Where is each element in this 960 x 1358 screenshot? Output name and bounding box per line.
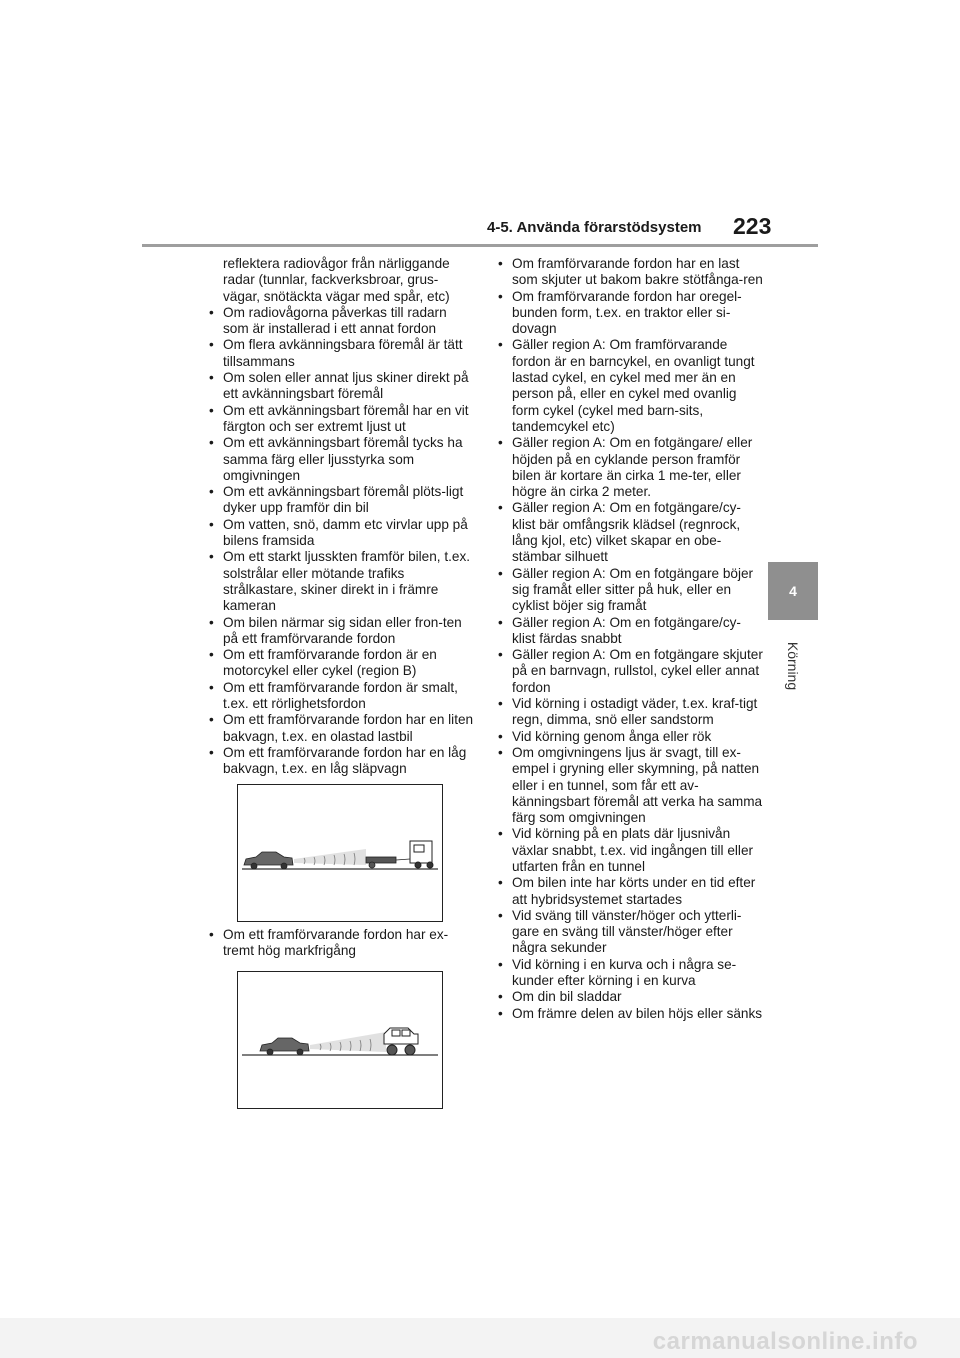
list-item: • Om framförvarande fordon har oregel-bunden form, t.ex. en traktor eller si-dovagn	[493, 289, 763, 338]
list-item: • Om ett framförvarande fordon är smalt, t.ex. ett rörlighetsfordon	[204, 680, 474, 713]
left-column	[204, 256, 474, 778]
car-icon	[244, 852, 293, 869]
list-item: • Gäller region A: Om en fotgängare/ eller höjden på en cyklande person framför bilen är kortare än cirka 1 me-ter, eller högre än cirka 2 meter.	[493, 435, 763, 500]
list-item: • Vid körning i en kurva och i några se-kunder efter körning i en kurva	[493, 957, 763, 990]
illustration-high-clearance	[238, 972, 442, 1108]
figure-high-clearance	[237, 971, 443, 1109]
list-item: • Gäller region A: Om en fotgängare/cy-klist färdas snabbt	[493, 615, 763, 648]
list-item: • Om ett framförvarande fordon är en motorcykel eller cykel (region B)	[204, 647, 474, 680]
list-item: • Vid körning genom ånga eller rök	[493, 729, 763, 745]
list-item: • Vid körning på en plats där ljusnivån växlar snabbt, t.ex. vid ingången till eller utfarten från en tunnel	[493, 826, 763, 875]
list-item: • Om radiovågorna påverkas till radarn som är installerad i ett annat fordon	[204, 305, 474, 338]
header-rule	[142, 244, 818, 247]
suv-icon	[384, 1028, 418, 1055]
list-item: • Om omgivningens ljus är svagt, till ex-empel i gryning eller skymning, på natten eller i en tunnel, som får ett av-känningsbart föremål att verka ha samma färg som omgivningen	[493, 745, 763, 826]
list-item: • Om ett framförvarande fordon har en liten bakvagn, t.ex. en olastad lastbil	[204, 712, 474, 745]
chapter-label: Körning	[785, 641, 801, 691]
list-item: • Om ett avkänningsbart föremål plöts-ligt dyker upp framför din bil	[204, 484, 474, 517]
section-title: 4-5. Använda förarstödsystem	[487, 219, 702, 236]
page-number: 223	[733, 213, 772, 239]
list-item: • Gäller region A: Om framförvarande fordon är en barncykel, en ovanligt tungt lastad cykel, en cykel med mer än en person på, eller en cykel med ovanlig form cykel (cykel med barn-sits, tandemcykel etc)	[493, 337, 763, 435]
right-column	[493, 256, 763, 1022]
illustration-low-trailer	[238, 785, 442, 921]
chapter-tab	[768, 562, 818, 620]
list-item: • Om din bil sladdar	[493, 989, 763, 1005]
list-item: • Om bilen inte har körts under en tid efter att hybridsystemet startades	[493, 875, 763, 908]
list-item: • Om ett starkt ljusskten framför bilen, t.ex. solstrålar eller mötande trafiks strålkastare, skiner direkt in i främre kameran	[204, 549, 474, 614]
list-item: • Om ett framförvarande fordon har en låg bakvagn, t.ex. en låg släpvagn	[204, 745, 474, 778]
list-item: • Vid sväng till vänster/höger och ytterli-gare en sväng till vänster/höger efter några sekunder	[493, 908, 763, 957]
list-item: • Om ett framförvarande fordon har ex-tremt hög markfrigång	[204, 927, 474, 960]
list-item: • Gäller region A: Om en fotgängare skjuter på en barnvagn, rullstol, cykel eller annat fordon	[493, 647, 763, 696]
list-item: • Om främre delen av bilen höjs eller sänks	[493, 1006, 763, 1022]
list-item: • Om vatten, snö, damm etc virvlar upp på bilens framsida	[204, 517, 474, 550]
list-item: reflektera radiovågor från närliggande radar (tunnlar, fackverksbroar, grus-vägar, snötäckta vägar med spår, etc)	[223, 256, 450, 304]
list-item: • Om bilen närmar sig sidan eller fron-ten på ett framförvarande fordon	[204, 615, 474, 648]
list-item: • Om ett avkänningsbart föremål tycks ha samma färg eller ljusstyrka som omgivningen	[204, 435, 474, 484]
list-item: • Om ett avkänningsbart föremål har en vit färgton och ser extremt ljust ut	[204, 403, 474, 436]
chapter-number: 4	[789, 583, 797, 599]
list-item: • Gäller region A: Om en fotgängare/cy-klist bär omfångsrik klädsel (regnrock, lång kjol, etc) vilket skapar en obe-stämbar silhuett	[493, 500, 763, 565]
figure-low-trailer	[237, 784, 443, 922]
footer-watermark: carmanualsonline.info	[652, 1328, 918, 1355]
car-icon	[260, 1038, 309, 1055]
list-item: • Vid körning i ostadigt väder, t.ex. kraf-tigt regn, dimma, snö eller sandstorm	[493, 696, 763, 729]
list-item: • Om flera avkänningsbara föremål är tätt tillsammans	[204, 337, 474, 370]
list-item: • Gäller region A: Om en fotgängare böjer sig framåt eller sitter på huk, eller en cyklist böjer sig framåt	[493, 566, 763, 615]
left-column-after-figure	[204, 927, 474, 960]
list-item: • Om framförvarande fordon har en last som skjuter ut bakom bakre stötfånga-ren	[493, 256, 763, 289]
list-item: • Om solen eller annat ljus skiner direkt på ett avkänningsbart föremål	[204, 370, 474, 403]
